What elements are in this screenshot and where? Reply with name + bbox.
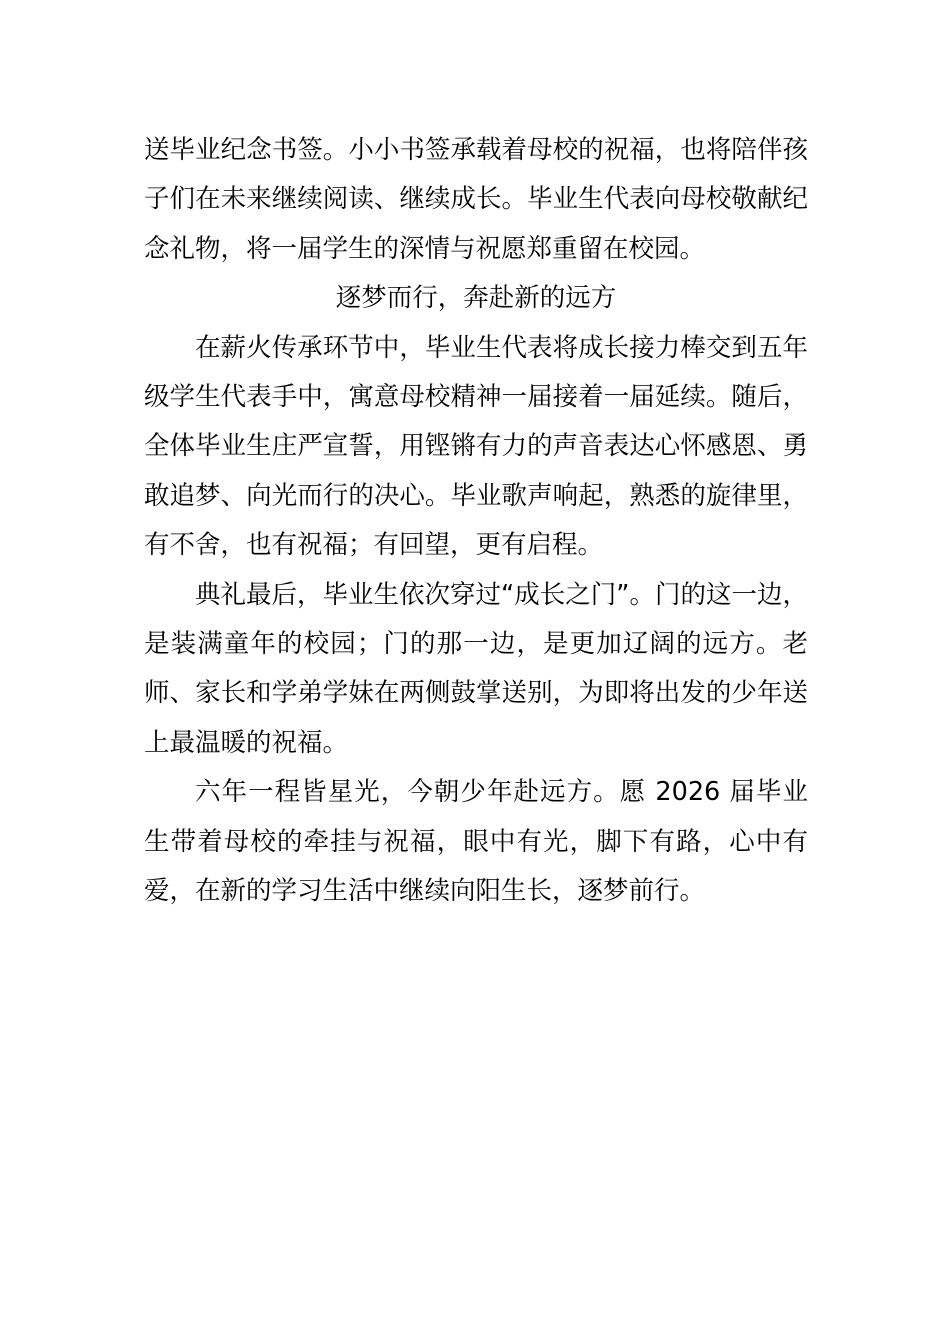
paragraph-closing-wishes: 六年一程皆星光，今朝少年赴远方。愿 2026 届毕业生带着母校的牵挂与祝福，眼中有光，脚下有路，心中有爱，在新的学习生活中继续向阳生长，逐梦前行。 <box>144 777 808 907</box>
document-body <box>144 126 808 917</box>
paragraph-continued: 送毕业纪念书签。小小书签承载着母校的祝福，也将陪伴孩子们在未来继续阅读、继续成长。毕业生代表向母校敬献纪念礼物，将一届学生的深情与祝愿郑重留在校园。 <box>144 135 808 264</box>
section-heading: 逐梦而行，奔赴新的远方 <box>335 283 617 314</box>
paragraph-growth-gate: 典礼最后，毕业生依次穿过“成长之门”。门的这一边，是装满童年的校园；门的那一边，是更加辽阔的远方。老师、家长和学弟学妹在两侧鼓掌送别，为即将出发的少年送上最温暖的祝福。 <box>144 579 808 758</box>
paragraph-baton-handover: 在薪火传承环节中，毕业生代表将成长接力棒交到五年级学生代表手中，寓意母校精神一届接着一届延续。随后，全体毕业生庄严宣誓，用铿锵有力的声音表达心怀感恩、勇敢追梦、向光而行的决心。毕业歌声响起，熟悉的旋律里，有不舍，也有祝福；有回望，更有启程。 <box>144 332 808 561</box>
